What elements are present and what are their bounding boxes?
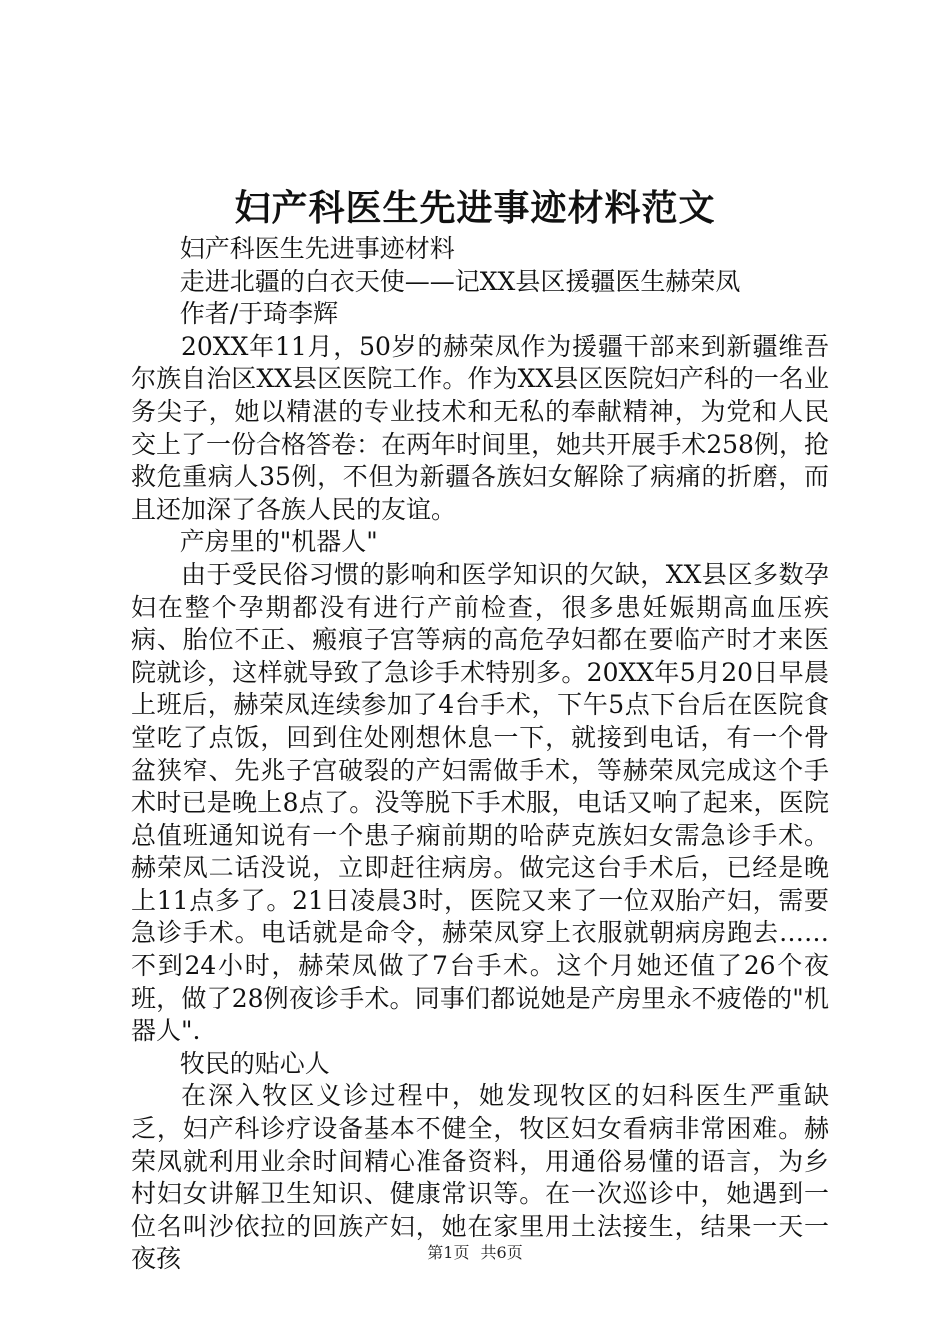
document-title: 妇产科医生先进事迹材料范文	[234, 187, 716, 229]
page-footer	[0, 1241, 950, 1265]
paragraph-author: 作者/于琦李辉	[179, 299, 339, 329]
paragraph-subtitle: 妇产科医生先进事迹材料	[179, 234, 455, 263]
paragraph-robot: 由于受民俗习惯的影响和医学知识的欠缺，XX县区多数孕妇在整个孕期都没有进行产前检查，很多患妊娠期高血压疾病、胎位不正、瘢痕子宫等病的高危孕妇都在要临产时才来医院就诊，这样就导致了急诊手术特别多。20XX年5月20日早晨上班后，赫荣凤连续参加了4台手术，下午5点下台后在医院食堂吃了点饭，回到住处刚想休息一下，就接到电话，有一个骨盆狭窄、先兆子宫破裂的产妇需做手术，等赫荣凤完成这个手术时已是晚上8点了。没等脱下手术服，电话又响了起来，医院总值班通知说有一个患子痫前期的哈萨克族妇女需急诊手术。赫荣凤二话没说，立即赶往病房。做完这台手术后，已经是晚上11点多了。21日凌晨3时，医院又来了一位双胎产妇，需要急诊手术。电话就是命令，赫荣凤穿上衣服就朝病房跑去……不到24小时，赫荣凤做了7台手术。这个月她还值了26个夜班，做了28例夜诊手术。同事们都说她是产房里永不疲倦的"机器人".	[131, 559, 829, 1046]
paragraph-intro: 20XX年11月，50岁的赫荣凤作为援疆干部来到新疆维吾尔族自治区XX县区医院工作。作为XX县区医院妇产科的一名业务尖子，她以精湛的专业技术和无私的奉献精神，为党和人民交上了一份合格答卷：在两年时间里，她共开展手术258例，抢救危重病人35例，不但为新疆各族妇女解除了病痛的折磨，而且还加深了各族人民的友谊。	[131, 331, 829, 524]
section-heading-robot: 产房里的"机器人"	[179, 527, 378, 557]
page-total: 共6页	[480, 1243, 523, 1262]
document-body	[131, 233, 829, 1276]
page-number: 第1页	[427, 1243, 470, 1262]
section-heading-herders: 牧民的贴心人	[179, 1048, 330, 1078]
paragraph-herders: 在深入牧区义诊过程中，她发现牧区的妇科医生严重缺乏，妇产科诊疗设备基本不健全，牧区妇女看病非常困难。赫荣凤就利用业余时间精心准备资料，用通俗易懂的语言，为乡村妇女讲解卫生知识、健康常识等。在一次巡诊中，她遇到一位名叫沙依拉的回族产妇，她在家里用土法接生，结果一天一夜孩	[131, 1081, 829, 1274]
paragraph-article-title: 走进北疆的白衣天使——记XX县区援疆医生赫荣凤	[179, 266, 741, 296]
